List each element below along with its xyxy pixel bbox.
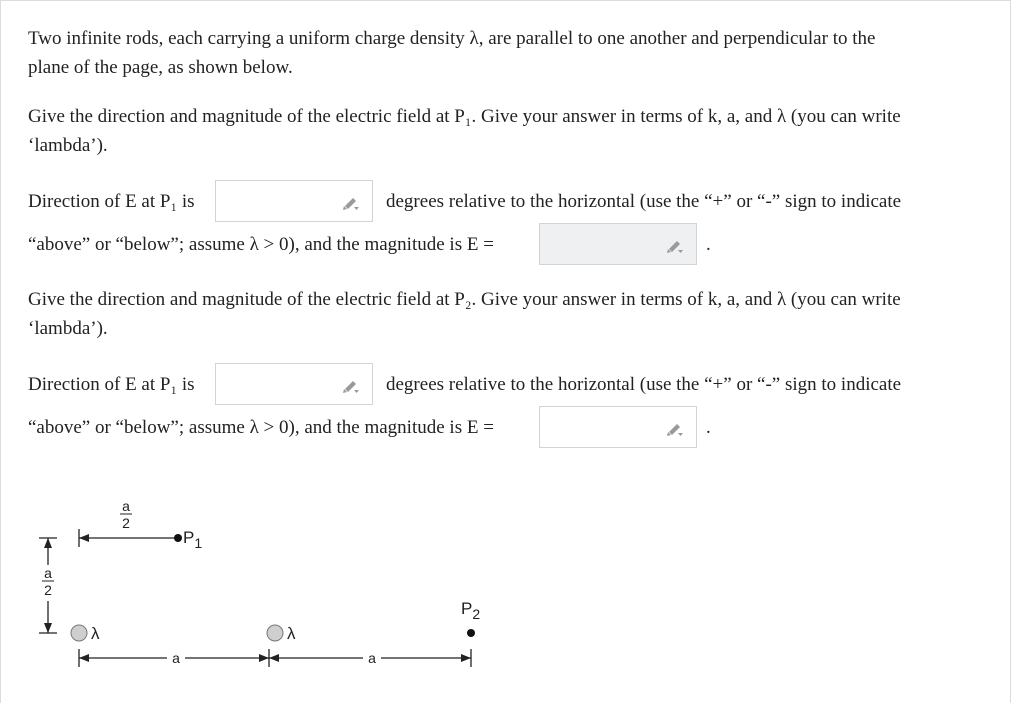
half-a-top-numerator: a: [122, 498, 130, 514]
rod1-lambda: λ: [91, 624, 100, 643]
question2-line2: ‘lambda’).: [28, 318, 108, 339]
p1-label: $P_1$: [183, 528, 203, 551]
arrow-head: [269, 654, 279, 662]
half-a-left-numerator: a: [44, 565, 52, 581]
p1-direction-input[interactable]: [215, 180, 373, 222]
arrow-head: [461, 654, 471, 662]
answer1-line2: “above” or “below”; assume λ > 0), and the magnitude is E =: [28, 234, 494, 255]
arrow-head: [259, 654, 269, 662]
point-p1-marker: [174, 534, 182, 542]
rod2-lambda: λ: [287, 624, 296, 643]
rods-diagram: [27, 497, 481, 675]
pencil-icon: [666, 237, 684, 253]
rod2-marker: [267, 625, 283, 641]
intro-line2: plane of the page, as shown below.: [28, 57, 293, 78]
pencil-icon: [342, 194, 360, 210]
question1-line1: Give the direction and magnitude of the electric field at P₁. Give your answer in terms of k, a, and λ (you can write: [28, 106, 901, 127]
pencil-icon: [342, 377, 360, 393]
distance-a-label-1: a: [172, 650, 180, 666]
answer2-period: .: [706, 417, 711, 438]
p2-direction-input[interactable]: [215, 363, 373, 405]
p2-magnitude-input[interactable]: [539, 406, 697, 448]
arrow-head: [44, 623, 52, 633]
answer1-period: .: [706, 234, 711, 255]
p1-magnitude-input[interactable]: [539, 223, 697, 265]
p2-label: $P_2$: [461, 599, 481, 622]
answer1-prefix: Direction of E at P₁ is: [28, 191, 195, 212]
arrow-head: [79, 654, 89, 662]
rod1-marker: [71, 625, 87, 641]
intro-line1: Two infinite rods, each carrying a uniform charge density λ, are parallel to one another and perpendicular to the: [28, 28, 876, 49]
answer1-suffix: degrees relative to the horizontal (use the “+” or “-” sign to indicate: [386, 191, 902, 212]
answer2-prefix: Direction of E at P₁ is: [28, 374, 195, 395]
half-a-left-denominator: 2: [44, 582, 52, 598]
arrow-head: [44, 538, 52, 548]
pencil-icon: [666, 420, 684, 436]
point-p2-marker: [467, 629, 475, 637]
question1-line2: ‘lambda’).: [28, 135, 108, 156]
question2-line1: Give the direction and magnitude of the electric field at P₂. Give your answer in terms of k, a, and λ (you can write: [28, 289, 901, 310]
distance-a-label-2: a: [368, 650, 376, 666]
answer2-suffix: degrees relative to the horizontal (use the “+” or “-” sign to indicate: [386, 374, 902, 395]
half-a-top-denominator: 2: [122, 515, 130, 531]
arrow-head: [79, 534, 89, 542]
answer2-line2: “above” or “below”; assume λ > 0), and the magnitude is E =: [28, 417, 494, 438]
